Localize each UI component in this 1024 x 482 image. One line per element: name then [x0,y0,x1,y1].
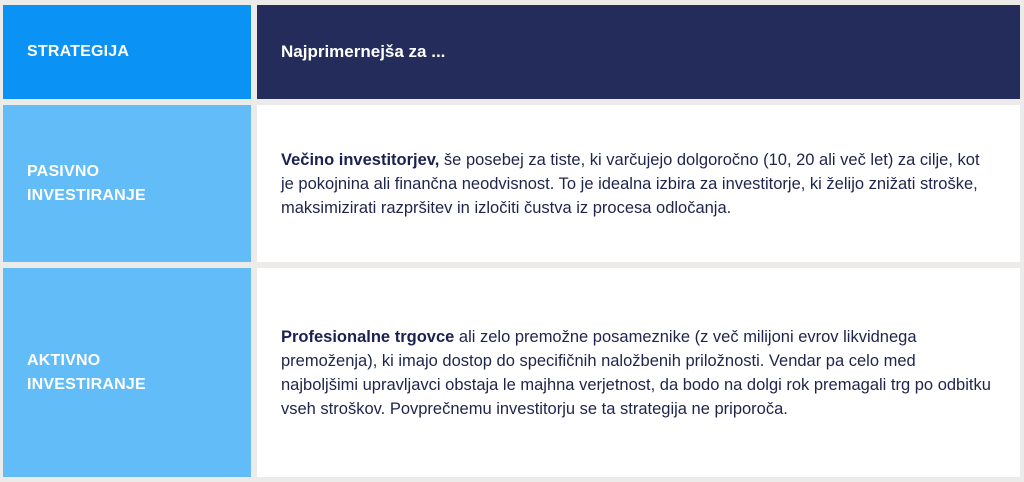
strategy-name-line1: PASIVNO [27,162,100,180]
header-strategy-label: STRATEGIJA [27,43,130,60]
strategy-description [281,148,996,220]
strategy-name-line1: AKTIVNO [27,351,101,369]
header-strategy-cell [3,5,251,99]
description-text: še posebej za tiste, ki varčujejo dolgoročno (10, 20 ali več let) za cilje, kot je pokojnina ali finančna neodvisnost. To je idealna izbira za investitorje, ki želijo znižati stroške, maksimizirati razpršitev in izločiti čustva iz procesa odločanja. [281,150,980,217]
description-bold-lead: Profesionalne trgovce [281,327,455,346]
strategy-name-line2: INVESTIRANJE [27,186,146,204]
header-best-for-label: Najprimernejša za ... [281,42,446,61]
strategy-comparison-table [3,5,1020,477]
row-passive-description-cell [257,105,1020,262]
description-bold-lead: Večino investitorjev, [281,150,440,169]
strategy-name [27,160,146,208]
strategy-description [281,325,996,421]
header-best-for-cell [257,5,1020,99]
strategy-name-line2: INVESTIRANJE [27,375,146,393]
row-active-description-cell [257,268,1020,477]
row-passive-strategy-cell [3,105,251,262]
row-active-strategy-cell [3,268,251,477]
description-text: ali zelo premožne posameznike (z več milijoni evrov likvidnega premoženja), ki imajo dostop do specifičnih naložbenih priložnosti. Vendar pa celo med najboljšimi upravljavci obstaja le majhna verjetnost, da bodo na dolgi rok premagali trg po odbitku vseh stroškov. Povprečnemu investitorju se ta strategija ne priporoča. [281,327,991,418]
strategy-name [27,349,146,397]
